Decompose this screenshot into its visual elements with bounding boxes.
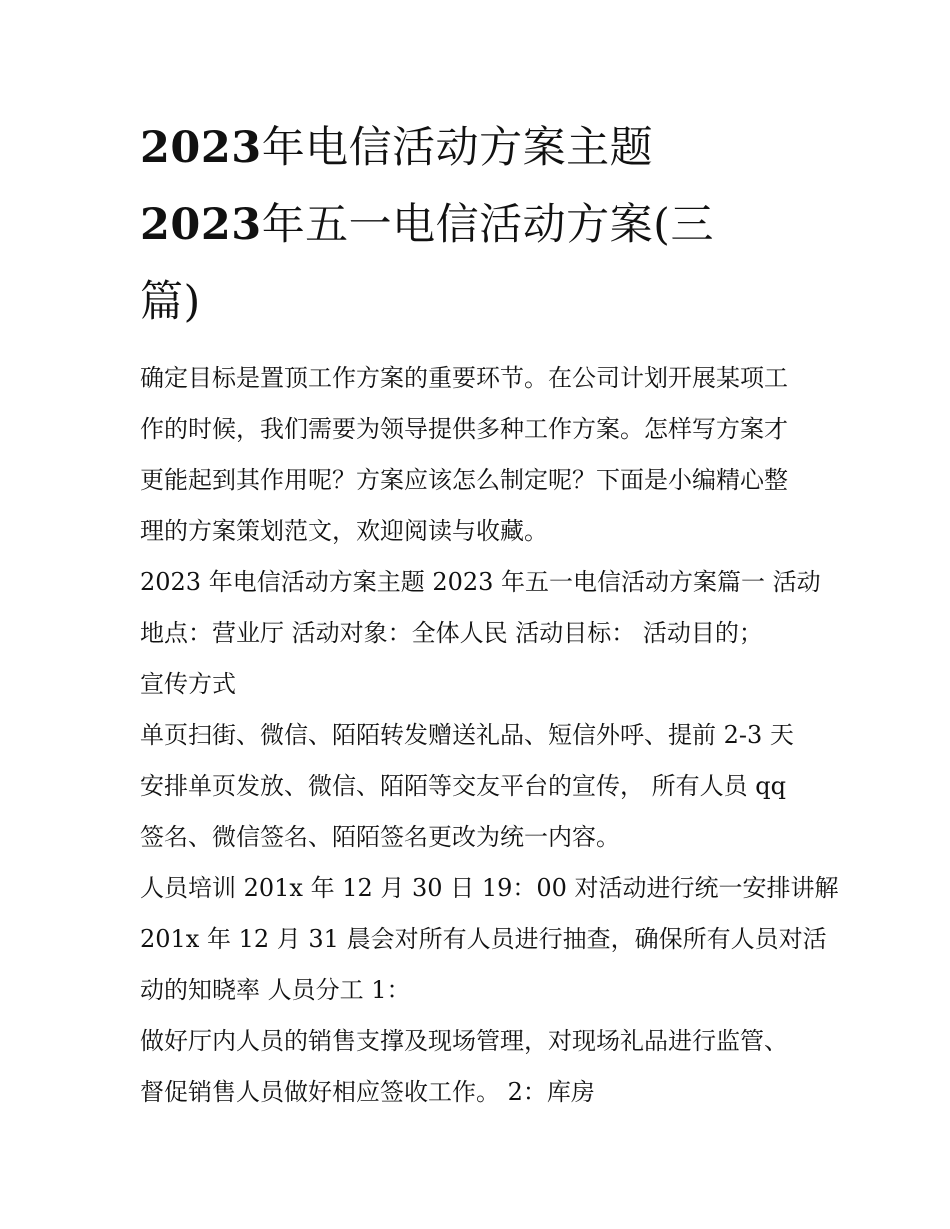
paragraph-line: 2023 年电信活动方案主题 2023 年五一电信活动方案篇一 活动 (140, 568, 821, 596)
paragraph-line: 201x 年 12 月 31 晨会对所有人员进行抽查，确保所有人员对活 (140, 925, 827, 953)
title-line-1 (140, 110, 812, 187)
document-page (140, 110, 839, 1118)
document-body (140, 353, 839, 1118)
paragraph-line: 更能起到其作用呢？方案应该怎么制定呢？下面是小编精心整 (140, 466, 788, 494)
paragraph-line: 做好厅内人员的销售支撑及现场管理，对现场礼品进行监管、 (140, 1027, 788, 1055)
title-year: 2023 (140, 123, 262, 173)
paragraph-line: 单页扫街、微信、陌陌转发赠送礼品、短信外呼、提前 2-3 天 (140, 721, 794, 749)
paragraph-line: 动的知晓率 人员分工 1： (140, 976, 411, 1004)
paragraph-promotion (140, 710, 812, 863)
paragraph-line: 督促销售人员做好相应签收工作。 2：库房 (140, 1078, 595, 1106)
paragraph-intro (140, 353, 812, 557)
paragraph-line: 安排单页发放、微信、陌陌等交友平台的宣传， 所有人员 qq (140, 772, 786, 800)
paragraph-line: 理的方案策划范文，欢迎阅读与收藏。 (140, 517, 548, 545)
paragraph-line: 地点：营业厅 活动对象：全体人民 活动目标： 活动目的； (140, 619, 763, 647)
paragraph-duties (140, 1016, 812, 1118)
title-text: 年电信活动方案主题 (261, 123, 654, 173)
paragraph-line: 作的时候，我们需要为领导提供多种工作方案。怎样写方案才 (140, 415, 788, 443)
title-year: 2023 (140, 200, 262, 250)
title-line-2 (140, 187, 812, 264)
title-line-3 (140, 264, 812, 341)
title-text: 篇) (140, 277, 201, 327)
paragraph-line: 宣传方式 (140, 670, 236, 698)
title-text: 年五一电信活动方案(三 (261, 200, 714, 250)
paragraph-line: 人员培训 201x 年 12 月 30 日 19：00 对活动进行统一安排讲解 (140, 874, 839, 902)
paragraph-training (140, 863, 839, 1016)
paragraph-activity-info (140, 557, 821, 710)
paragraph-line: 签名、微信签名、陌陌签名更改为统一内容。 (140, 823, 620, 851)
paragraph-line: 确定目标是置顶工作方案的重要环节。在公司计划开展某项工 (140, 364, 788, 392)
document-title (140, 110, 812, 341)
